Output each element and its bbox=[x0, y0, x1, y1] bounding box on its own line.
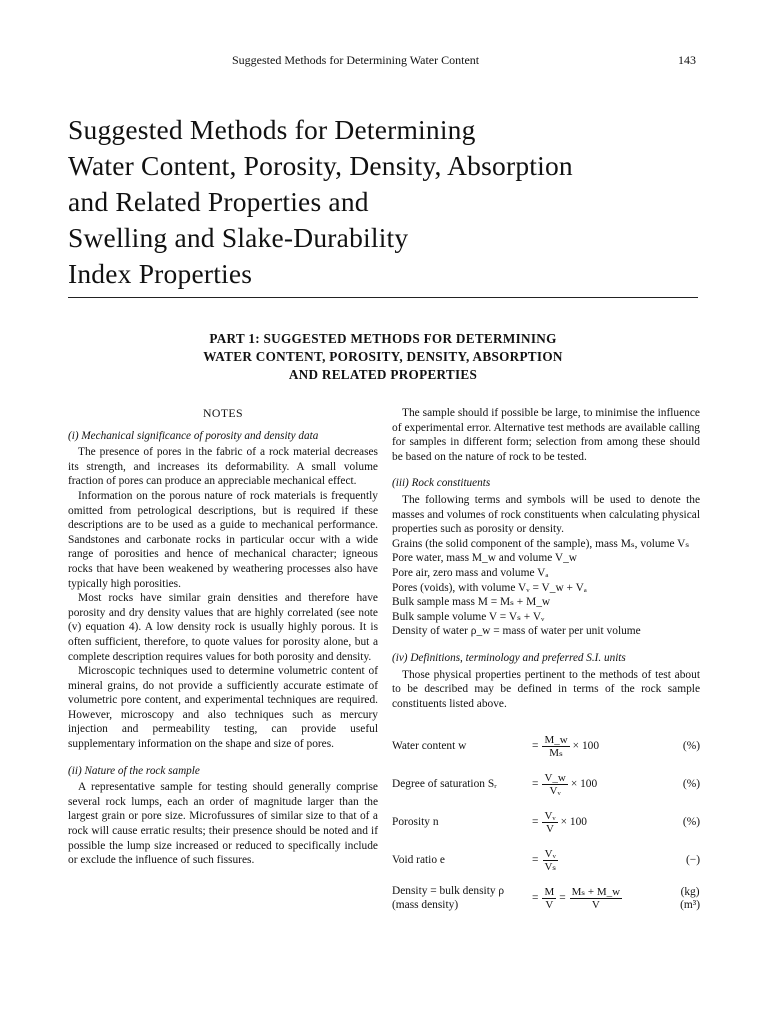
fraction bbox=[542, 886, 556, 911]
formula-expression: = $\frac{M}{V}$ = $\frac{\text{Mₛ + M\_w}}{V}$ bbox=[532, 885, 621, 911]
formula-label bbox=[392, 884, 532, 913]
section-heading: (ii) Nature of the rock sample bbox=[68, 764, 200, 777]
fraction-denominator: V bbox=[546, 822, 554, 835]
symbol-definition: Grains (the solid component of the sample), mass Mₛ, volume Vₛ bbox=[392, 537, 690, 550]
formula-label: Degree of saturation Sᵣ bbox=[392, 777, 497, 790]
title-line: Suggested Methods for Determining bbox=[68, 114, 476, 145]
fraction-numerator: M bbox=[544, 885, 555, 898]
paragraph: The sample should if possible be large, to minimise the influence of experimental error. Alternative test methods are available calling for samples in different form; selection from among these should be based on the nature of rock to be tested. bbox=[392, 407, 700, 463]
symbol-definition: Pores (voids), with volume Vᵥ = V_w + Vₐ bbox=[392, 581, 587, 594]
formula-label-sub: (mass density) bbox=[392, 899, 459, 912]
fraction bbox=[542, 810, 557, 835]
formula-label: Void ratio e bbox=[392, 853, 445, 866]
formula-unit: (%) bbox=[682, 815, 700, 828]
paragraph: Microscopic techniques used to determine volumetric content of mineral grains, do not provide a sufficiently accurate estimate of volumetric pore content, and experimental techniques are required. However, microscopy and also techniques such as mercury injection and permeability testing, can provide useful supplementary information on the shape and size of pores. bbox=[68, 665, 378, 751]
symbol-definition: Bulk sample volume V = Vₛ + Vᵥ bbox=[392, 610, 545, 623]
formula-multiplier: × 100 bbox=[560, 815, 587, 828]
paragraph: The presence of pores in the fabric of a rock material decreases its strength, and increases its deformability. A small volume fraction of pores can produce an appreciable mechanical effect. bbox=[68, 446, 378, 488]
article-title bbox=[68, 112, 748, 292]
formula-label: Porosity n bbox=[392, 815, 439, 828]
fraction-denominator: V bbox=[545, 898, 554, 911]
symbol-definition: Pore water, mass M_w and volume V_w bbox=[392, 552, 578, 565]
formula-table bbox=[392, 727, 700, 917]
part-heading-line: PART 1: SUGGESTED METHODS FOR DETERMINING bbox=[209, 331, 557, 346]
title-line: Index Properties bbox=[68, 258, 253, 289]
unit-denominator: (m³) bbox=[680, 898, 700, 911]
part-heading bbox=[68, 330, 698, 384]
symbol-definition: Pore air, zero mass and volume Vₐ bbox=[392, 566, 549, 579]
paragraph: Information on the porous nature of rock materials is frequently omitted from petrological descriptions, but is required if these descriptions are to be used as a guide to mechanical performance. Sandstones and carbonate rocks in particular occur with a wide range of porosities and hence of mechanical character; igneous rocks that have been weakened by weathering processes also have typically high porosities. bbox=[68, 489, 378, 590]
paragraph: Those physical properties pertinent to the methods of test about to be described may be defined in terms of the rock sample constituents listed above. bbox=[392, 668, 700, 710]
title-line: Water Content, Porosity, Density, Absorption bbox=[68, 150, 573, 181]
paragraph: The following terms and symbols will be used to denote the masses and volumes of rock constituents when calculating physical properties such as porosity or density. bbox=[392, 493, 700, 536]
formula-multiplier: × 100 bbox=[572, 739, 600, 752]
formula-row bbox=[392, 727, 700, 765]
formula-row bbox=[392, 841, 700, 879]
formula-unit: (−) bbox=[685, 853, 700, 866]
left-column bbox=[68, 406, 378, 868]
formula-label-main: Density = bulk density ρ bbox=[392, 884, 505, 897]
formula-unit: (%) bbox=[682, 739, 700, 752]
symbol-definition: Bulk sample mass M = Mₛ + M_w bbox=[392, 596, 551, 609]
fraction-numerator: M_w bbox=[544, 733, 568, 746]
fraction-numerator: Mₛ + M_w bbox=[571, 885, 621, 898]
formula-unit bbox=[660, 885, 700, 912]
title-line: Swelling and Slake-Durability bbox=[68, 222, 409, 253]
fraction-numerator: Vᵥ bbox=[544, 847, 556, 860]
fraction-numerator: V_w bbox=[544, 771, 566, 784]
fraction bbox=[542, 772, 567, 797]
formula-unit: (%) bbox=[682, 777, 700, 790]
right-column bbox=[392, 406, 700, 917]
formula-expression: = $\frac{\text{Vᵥ}}{V}$ × 100 bbox=[532, 809, 587, 835]
formula-row bbox=[392, 803, 700, 841]
running-title: Suggested Methods for Determining Water Content bbox=[232, 53, 480, 67]
fraction bbox=[542, 848, 558, 873]
section-heading: (iv) Definitions, terminology and preferred S.I. units bbox=[392, 651, 626, 664]
paragraph: Most rocks have similar grain densities and therefore have porosity and dry density values that are highly correlated (see note (v) equation 4). A low density rock is usually highly porous. It is often sufficient, therefore, to quote values for porosity alone, but a complete description requires values for both porosity and density. bbox=[68, 592, 378, 663]
formula-label: Water content w bbox=[392, 739, 467, 752]
fraction bbox=[570, 886, 622, 911]
fraction-denominator: V bbox=[591, 898, 600, 911]
formula-expression: = $\frac{\text{Vᵥ}}{\text{Vₛ}}$ bbox=[532, 847, 557, 873]
part-heading-line: AND RELATED PROPERTIES bbox=[288, 367, 478, 382]
fraction bbox=[542, 734, 569, 759]
section-heading: (iii) Rock constituents bbox=[392, 477, 491, 490]
formula-expression: = $\frac{M\_w}{\text{Mₛ}}$ × 100 bbox=[532, 733, 600, 759]
part-heading-line: WATER CONTENT, POROSITY, DENSITY, ABSORPTION bbox=[203, 349, 563, 364]
unit-numerator: (kg) bbox=[680, 885, 700, 898]
title-line: and Related Properties and bbox=[68, 186, 369, 217]
title-rule bbox=[68, 297, 698, 298]
fraction-denominator: Mₛ bbox=[549, 746, 563, 759]
formula-multiplier: × 100 bbox=[570, 777, 598, 790]
section-heading: (i) Mechanical significance of porosity and density data bbox=[68, 429, 319, 442]
fraction-numerator: Vᵥ bbox=[544, 809, 556, 822]
notes-heading: NOTES bbox=[202, 406, 243, 420]
paragraph: A representative sample for testing should generally comprise several rock lumps, each an order of magnitude larger than the largest grain or pore size. Microfussures of similar size to that of a rock will cause erratic results; their presence should be noted and if possible the lump size increased or reduced to specifically include or exclude the influence of such fissures. bbox=[68, 781, 378, 867]
fraction-denominator: Vₛ bbox=[544, 860, 557, 873]
fraction-denominator: Vᵥ bbox=[549, 784, 561, 797]
page-number: 143 bbox=[678, 53, 696, 67]
symbol-definition: Density of water ρ_w = mass of water per unit volume bbox=[392, 625, 641, 638]
formula-row bbox=[392, 765, 700, 803]
formula-expression: = $\frac{V\_w}{\text{Vᵥ}}$ × 100 bbox=[532, 771, 598, 797]
formula-row bbox=[392, 879, 700, 917]
